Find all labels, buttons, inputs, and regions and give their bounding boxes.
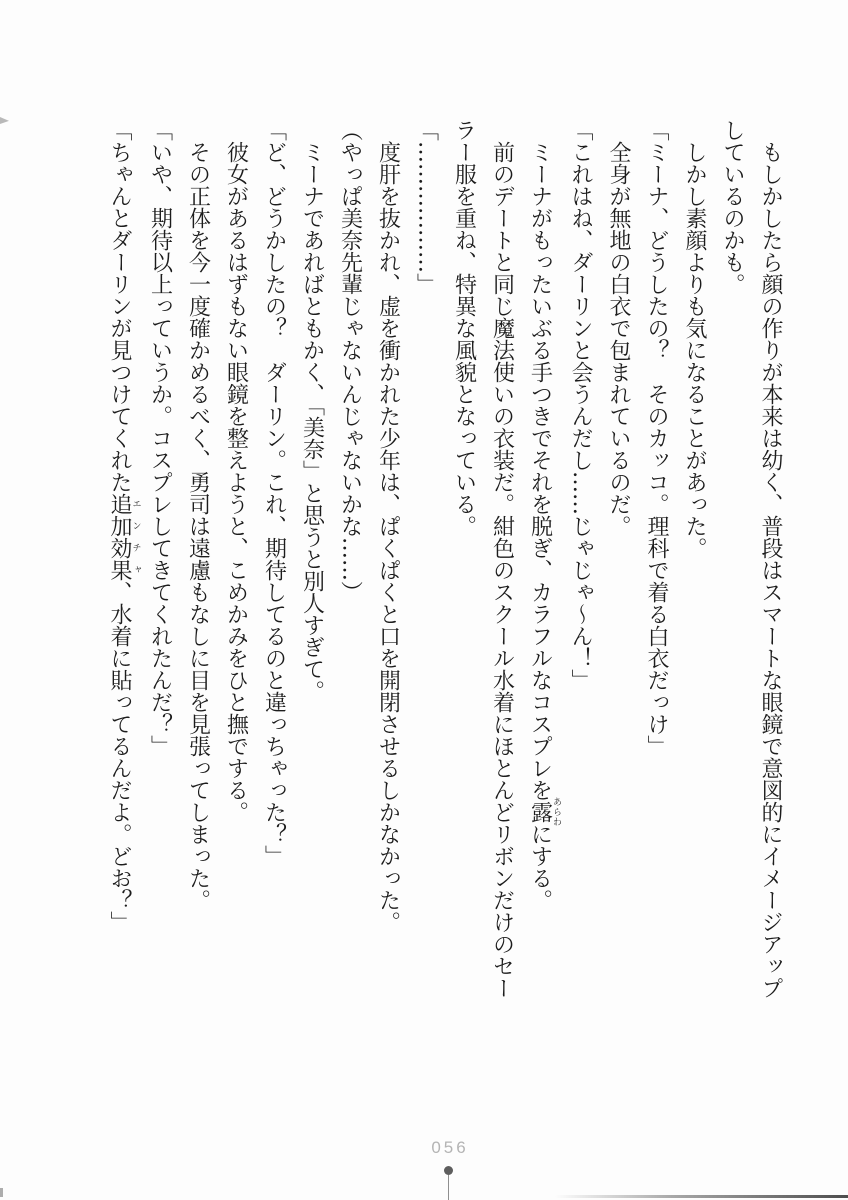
text-line: 彼女があるはずもない眼鏡を整えようと、こめかみをひと撫でする。	[223, 141, 249, 823]
page-ornament-dot	[444, 1166, 453, 1175]
text-line: 「ミーナ、どうしたの？ そのカッコ。理科で着る白衣だっけ」	[644, 119, 669, 757]
page-ornament-line	[448, 1175, 449, 1200]
scan-artifact-top-left	[0, 117, 9, 124]
text-line: 「ちゃんとダーリンが見つけてくれた追加効果エンチャ、水着に貼ってるんだよ。どお？」	[107, 119, 141, 933]
text-line: 全身が無地の白衣で包まれているのだ。	[606, 141, 631, 537]
text-line: その正体を今一度確かめるべく、勇司は遠慮もなしに目を見張ってしまった。	[185, 141, 211, 911]
page-number: 056	[431, 1138, 469, 1157]
text-line: もしかしたら顔の作りが本来は幼く、普段はスマートな眼鏡で意図的にイメージアップ	[758, 141, 783, 999]
text-line: ミーナであればともかく、「美奈」と思うと別人すぎて。	[299, 141, 325, 702]
text-line: 「ど、どうかしたの？ ダーリン。これ、期待してるのと違っちゃった？」	[261, 119, 287, 867]
text-line: ラー服を重ね、特異な風貌となっている。	[451, 119, 477, 537]
text-line: 度肝を抜かれ、虚を衝かれた少年は、ぱくぱくと口を開閉させるしかなかった。	[375, 141, 401, 933]
text-line: しかし素顔よりも気になることがあった。	[682, 141, 707, 559]
text-line: 「………………」	[413, 119, 439, 295]
scan-artifact-bottom-right-shadow	[555, 1195, 848, 1198]
text-line: しているのかも。	[720, 119, 745, 295]
text-line: 「これはね、ダーリンと会うんだし……じゃじゃ～ん！」	[568, 119, 593, 691]
text-line: 「いや、期待以上っていうか。コスプレしてきてくれたんだ？」	[147, 119, 173, 757]
text-block	[100, 119, 789, 1069]
text-line: （やっぱ美奈先輩じゃないんじゃないかな……）	[337, 119, 363, 603]
text-line: 前のデートと同じ魔法使いの衣装だ。紺色のスクール水着にほとんどリボンだけのセー	[489, 141, 515, 999]
text-line: ミーナがもったいぶる手つきでそれを脱ぎ、カラフルなコスプレを露あらわにする。	[527, 141, 561, 911]
scan-artifact-bottom-left	[0, 1188, 3, 1197]
